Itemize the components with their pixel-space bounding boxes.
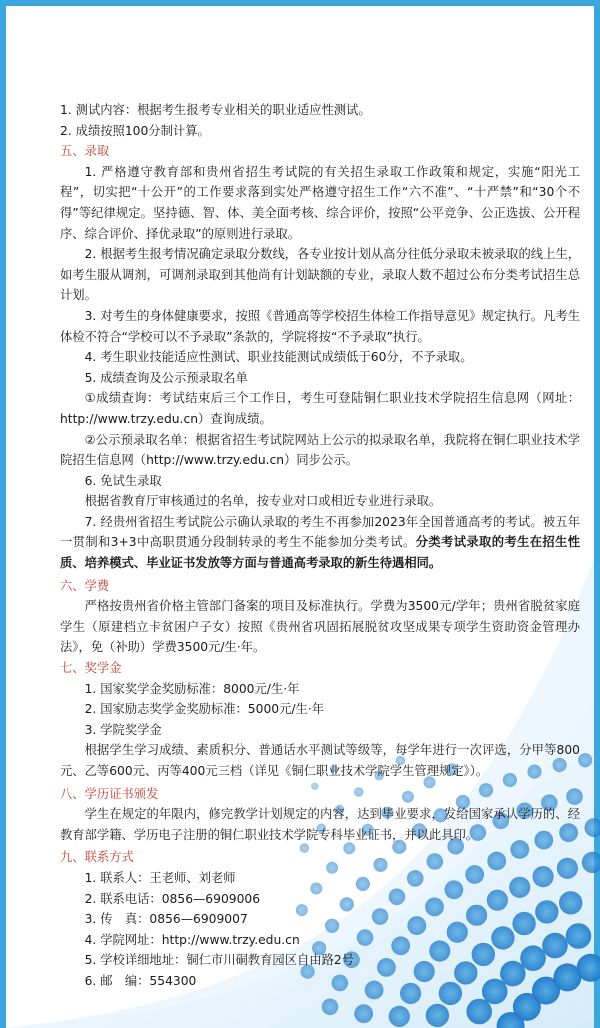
national-encouragement-scholarship-line: 2. 国家励志奖学金奖励标准：5000元/生·年 <box>84 702 325 717</box>
admission-rule-1: 1. 严格遵守教育部和贵州省招生考试院的有关招生录取工作政策和规定，实施“阳光工程”，切实把“十公开”的工作要求落到实处严格遵守招生工作“六不准”、“十严禁”和“30个不得”等纪律规定。坚持德、智、体、美全面考核、综合评价，按照“公平竞争、公正选拔、公开程序、综合评价、择优录取”的原则进行录取。 <box>60 164 580 241</box>
postcode-line: 6. 邮 编：554300 <box>84 973 197 988</box>
college-website-line: 4. 学院网址：http://www.trzy.edu.cn <box>84 932 300 947</box>
certificate-paragraph: 学生在规定的年限内，修完教学计划规定的内容，达到毕业要求，发给国家承认学历的、经教育部学籍、学历电子注册的铜仁职业技术学院专科毕业证书，并以此具印。 <box>60 807 580 842</box>
tuition-paragraph: 严格按贵州省价格主管部门备案的项目及标准执行。学费为3500元/学年；贵州省脱贫家庭学生（原建档立卡贫困户子女）按照《贵州省巩固拓展脱贫攻坚成果专项学生资助资金管理办法》，免（补助）学费3500元/生·年。 <box>60 599 580 655</box>
exempt-admission-paragraph: 根据省教育厅审核通过的名单，按专业对口或相近专业进行录取。 <box>84 494 442 509</box>
section-contact-heading: 九、联系方式 <box>60 850 134 865</box>
decorative-dot <box>322 999 339 1016</box>
decorative-dot <box>354 1004 373 1023</box>
admission-rule-5: 5. 成绩查询及公示预录取名单 <box>84 370 248 385</box>
contact-person-line: 1. 联系人：王老师、刘老师 <box>84 870 236 885</box>
college-address-line: 5. 学校详细地址：铜仁市川硐教育园区自由路2号 <box>84 953 354 968</box>
section-scholarship-heading: 七、奖学金 <box>60 661 122 676</box>
admission-rule-3: 3. 对考生的身体健康要求，按照《普通高等学校招生体检工作指导意见》规定执行。凡考生体检不符合“学校可以不予录取”条款的，学院将按“不予录取”执行。 <box>60 308 580 344</box>
admission-rule-4: 4. 考生职业技能适应性测试、职业技能测试成绩低于60分，不予录取。 <box>84 350 473 365</box>
contact-phone-line: 2. 联系电话：0856—6909006 <box>84 891 261 906</box>
admission-rule-7 <box>60 512 580 574</box>
score-query-paragraph: ①成绩查询：考试结束后三个工作日，考生可登陆铜仁职业技术学院招生信息网（网址：http://www.trzy.edu.cn）查询成绩。 <box>60 391 580 426</box>
decorative-dot <box>466 999 492 1025</box>
section-admission-heading: 五、录取 <box>60 144 110 159</box>
decorative-dot <box>426 1004 449 1027</box>
section-certificate-heading: 八、学历证书颁发 <box>60 786 159 801</box>
pre-admission-list-paragraph: ②公示预录取名单：根据省招生考试院网站上公示的拟录取名单，我院将在铜仁职业技术学院招生信息网（http://www.trzy.edu.cn）同步公示。 <box>60 432 580 468</box>
admission-rule-6: 6. 免试生录取 <box>84 473 162 488</box>
decorative-dot <box>578 753 592 767</box>
national-scholarship-line: 1. 国家奖学金奖励标准：8000元/生·年 <box>84 681 300 696</box>
rule-7-text: 7. 经贵州省招生考试院公示确认录取的考生不再参加2023年全国普通高考的考试。被五年一贯制和3+3中高职贯通分段制转录的考生不能参加分类考试。 <box>60 514 580 550</box>
document-body <box>60 100 580 992</box>
rule-7-bold-text: 分类考试录取的考生在招生性质、培养模式、毕业证书发放等方面与普通高考录取的新生待遇相同。 <box>60 535 580 571</box>
college-scholarship-line: 3. 学院奖学金 <box>84 722 162 737</box>
admission-rule-2: 2. 根据考生报考情况确定录取分数线，各专业按计划从高分往低分录取未被录取的线上生，如考生服从调剂，可调剂录取到其他尚有计划缺额的专业，录取人数不超过公布分类考试招生总计划。 <box>60 247 580 303</box>
college-scholarship-paragraph: 根据学生学习成绩、素质积分、普通话水平测试等级等，每学年进行一次评选，分甲等800元、乙等600元、丙等400元三档（详见《铜仁职业技术学院学生管理规定》）。 <box>60 743 580 778</box>
decorative-dot <box>389 1006 410 1027</box>
test-content-line: 1. 测试内容：根据考生报考专业相关的职业适应性测试。 <box>60 103 371 117</box>
section-tuition-heading: 六、学费 <box>60 578 110 593</box>
contact-fax-line: 3. 传 真：0856—6909007 <box>84 912 248 927</box>
score-scale-line: 2. 成绩按照100分制计算。 <box>60 123 210 138</box>
